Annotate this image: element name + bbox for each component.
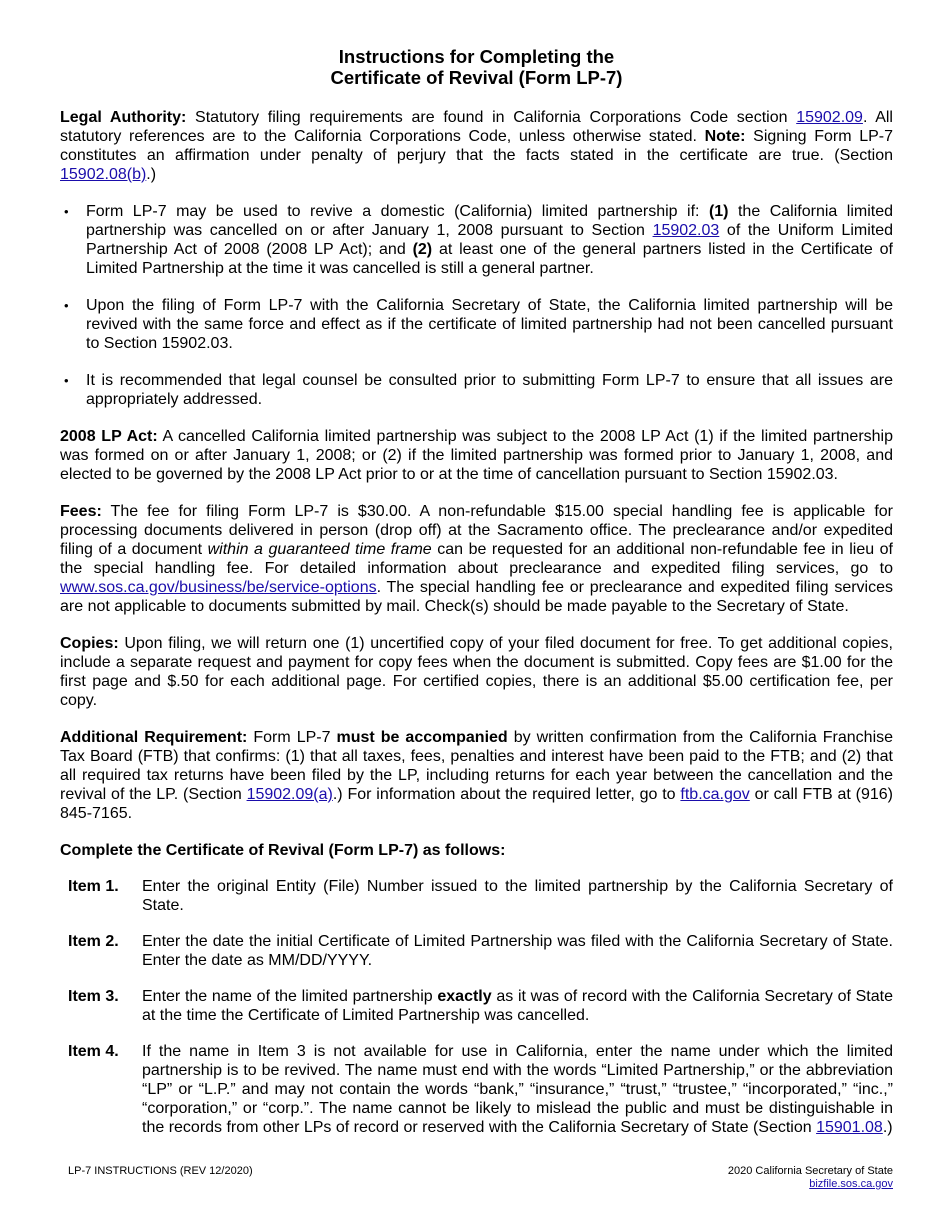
item-label: Item 1. [68, 878, 119, 895]
item-text-part: as it was of record with the California Secretary of State at the time the Certificate of Limited Partnership was cancelled. [142, 988, 893, 1024]
bullet-item-legal-counsel: • It is recommended that legal counsel be consulted prior to submitting Form LP-7 to ensure that all issues are appropriately addressed. [60, 371, 893, 409]
section-15901-08-link[interactable]: 15901.08 [816, 1119, 883, 1136]
item-text: Enter the original Entity (File) Number issued to the limited partnership by the California Secretary of State. [142, 878, 893, 914]
section-15902-09-link[interactable]: 15902.09 [796, 109, 863, 126]
copies-text: Upon filing, we will return one (1) uncertified copy of your filed document for free. To get additional copies, include a separate request and payment for copy fees when the document is submitted. Copy fees are $1.00 for the first page and $.50 for each additional page. For certified copies, there is an additional $5.00 certification fee, per copy. [60, 635, 893, 709]
lp-act-label: 2008 LP Act: [60, 428, 158, 445]
section-15902-08b-link[interactable]: 15902.08(b) [60, 166, 147, 183]
item-text [142, 1042, 893, 1137]
bullet-text: of the Uniform Limited Partnership Act of 2008 (2008 LP Act); and [86, 222, 893, 258]
footer-form-revision: LP-7 INSTRUCTIONS (REV 12/2020) [68, 1165, 253, 1177]
fees-text: can be requested for an additional non-refundable fee in lieu of the special handling fee. For detailed information about preclearance and expedited filing services, go to [60, 541, 894, 577]
bizfile-link[interactable]: bizfile.sos.ca.gov [809, 1178, 893, 1190]
bullet-text: Form LP-7 may be used to revive a domestic (California) limited partnership if: [86, 203, 709, 220]
lp-act-paragraph [60, 427, 893, 484]
bullet-item-revival-effect: • Upon the filing of Form LP-7 with the California Secretary of State, the California limited partnership will be revived with the same force and effect as if the certificate of limited partnership had not been cancelled pursuant to Section 15902.03. [60, 296, 893, 353]
copies-label: Copies: [60, 635, 119, 652]
item-text-part: If the name in Item 3 is not available for use in California, enter the name under which the limited partnership is to be revived. The name must end with the words “Limited Partnership,” or the abbreviation “LP” or “L.P.” and may not contain the words “bank,” “insurance,” “trust,” “trustee,” “incorporated,” “inc.,” “corporation,” or “corp.”. The name cannot be likely to mislead the public and must be distinguishable in the records from other LPs of record or reserved with the California Secretary of State (Section [142, 1043, 893, 1136]
fees-text: The fee for filing Form LP-7 is $30.00. A non-refundable $15.00 special handling fee is applicable for processing documents delivered in person (drop off) at the Sacramento office. The preclearance and/or expedited filing of a document [60, 503, 893, 558]
copies-paragraph [60, 634, 893, 710]
additional-text: .) For information about the required letter, go to [332, 786, 681, 803]
legal-authority-paragraph [60, 108, 893, 184]
fees-text: . The special handling fee or preclearance and expedited filing services are not applicable to documents submitted by mail. Check(s) should be made payable to the Secretary of State. [60, 579, 893, 615]
item-2 [60, 932, 893, 970]
item-text-part: .) [882, 1119, 893, 1136]
lp-act-text: A cancelled California limited partnership was subject to the 2008 LP Act (1) if the limited partnership was formed on or after January 1, 2008; or (2) if the limited partnership was formed prior to January 1, 2008, and elected to be governed by the 2008 LP Act prior to or at the time of cancellation pursuant to Section 15902.03. [60, 428, 894, 483]
additional-text: Form LP-7 [247, 729, 337, 746]
legal-authority-label: Legal Authority: [60, 109, 187, 126]
legal-authority-text: . All statutory references are to the California Corporations Code, unless otherwise stated. [60, 109, 893, 145]
eligibility-bullet-list [60, 202, 893, 409]
bullet-item-eligibility [60, 202, 893, 278]
footer-copyright: 2020 California Secretary of State [727, 1165, 893, 1177]
complete-form-heading: Complete the Certificate of Revival (Form LP-7) as follows: [60, 842, 506, 859]
additional-bold-text: must be accompanied [336, 729, 508, 746]
service-options-link[interactable]: www.sos.ca.gov/business/be/service-options [60, 579, 377, 596]
item-text: Enter the date the initial Certificate of Limited Partnership was filed with the California Secretary of State. Enter the date as MM/DD/YYYY. [142, 933, 893, 969]
section-15902-03-link[interactable]: 15902.03 [652, 222, 720, 239]
bullet-number: (1) [708, 203, 729, 220]
section-15902-09a-link[interactable]: 15902.09(a) [246, 786, 333, 803]
note-label: Note: [704, 128, 746, 145]
instructions-page [60, 46, 893, 1137]
title-line-1: Instructions for Completing the [338, 46, 615, 67]
legal-authority-text: Statutory filing requirements are found in California Corporations Code section [186, 109, 797, 126]
page-title [60, 46, 893, 88]
item-4 [60, 1042, 893, 1137]
fees-paragraph [60, 502, 893, 616]
note-text: Signing Form LP-7 constitutes an affirmation under penalty of perjury that the facts stated in the certificate are true. (Section [60, 128, 893, 164]
fees-italic-text: within a guaranteed time frame [207, 541, 432, 558]
additional-requirement-paragraph [60, 728, 893, 823]
fees-label: Fees: [60, 503, 102, 520]
item-3 [60, 987, 893, 1025]
item-label: Item 3. [68, 988, 119, 1005]
bullet-text: at least one of the general partners listed in the Certificate of Limited Partnership at the time it was cancelled is still a general partner. [86, 241, 894, 277]
bullet-number: (2) [412, 241, 433, 258]
additional-text: or call FTB at (916) 845-7165. [60, 786, 894, 822]
bullet-text: the California limited partnership was cancelled on or after January 1, 2008 pursuant to Section [86, 203, 894, 239]
title-line-2: Certificate of Revival (Form LP-7) [330, 67, 623, 88]
additional-requirement-label: Additional Requirement: [60, 729, 248, 746]
additional-text: by written confirmation from the California Franchise Tax Board (FTB) that confirms: (1) that all taxes, fees, penalties and interest have been paid to the FTB; and (2) that all required tax returns have been filed by the LP, including returns for each year between the cancellation and the revival of the LP. (Section [60, 729, 894, 803]
legal-authority-text: .) [146, 166, 157, 183]
item-label: Item 2. [68, 933, 119, 950]
item-bold-text: exactly [437, 988, 492, 1005]
item-text-part: Enter the name of the limited partnership [142, 988, 438, 1005]
ftb-link[interactable]: ftb.ca.gov [680, 786, 750, 803]
page-footer [68, 1165, 893, 1191]
item-1 [60, 877, 893, 915]
item-label: Item 4. [68, 1043, 119, 1060]
item-text [142, 987, 893, 1025]
footer-right [728, 1165, 893, 1191]
